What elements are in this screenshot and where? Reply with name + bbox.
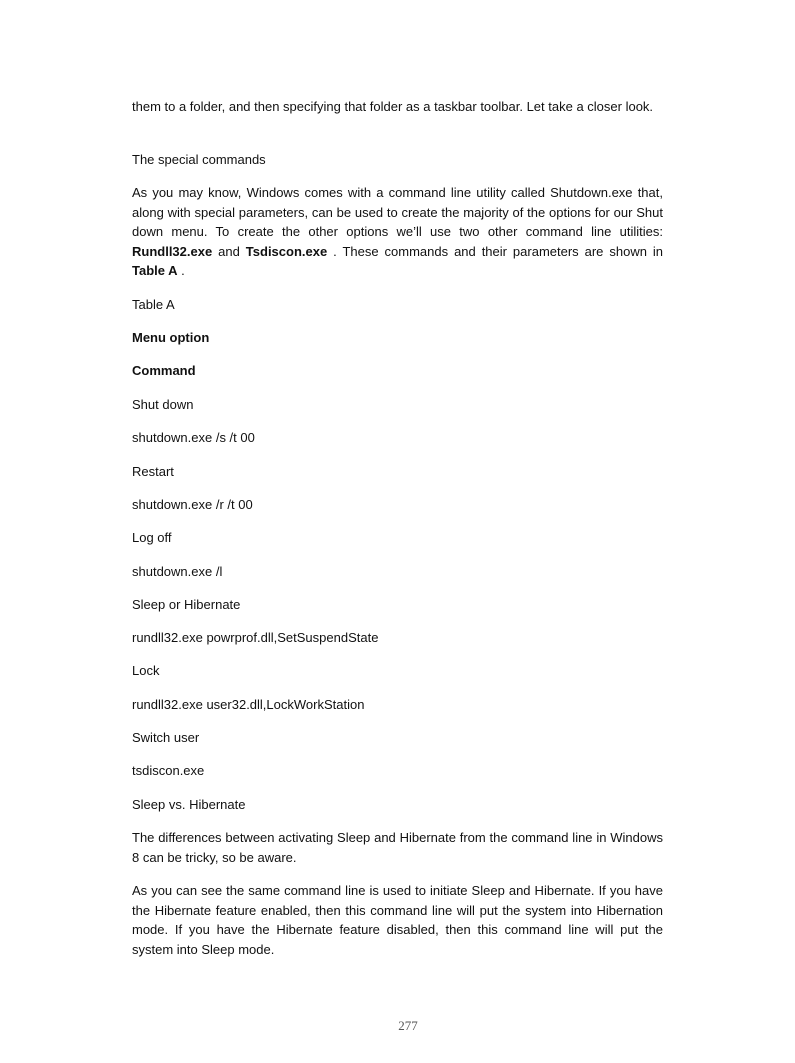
table-cell-command: rundll32.exe powrprof.dll,SetSuspendState: [132, 630, 379, 646]
table-cell-command: shutdown.exe /r /t 00: [132, 496, 253, 512]
table-cell-option: Restart: [132, 463, 174, 479]
body-text: As you may know, Windows comes with a command line utility called Shutdown.exe that, along with special parameters, can be used to create the majority of the options for our Shut down menu. To create the other options we’ll use two other command line utilities:: [132, 185, 663, 240]
table-cell-command: shutdown.exe /l: [132, 563, 223, 579]
tsdiscon-term: Tsdiscon.exe: [245, 243, 328, 259]
table-cell-option: Lock: [132, 663, 160, 679]
body-text: .: [177, 263, 185, 279]
table-cell-command: rundll32.exe user32.dll,LockWorkStation: [132, 696, 365, 712]
rundll-term: Rundll32.exe: [132, 243, 213, 259]
table-cell-option: Log off: [132, 530, 172, 546]
table-cell-command: tsdiscon.exe: [132, 763, 205, 779]
column-header-command: Command: [132, 363, 196, 378]
table-cell-option: Switch user: [132, 730, 200, 745]
page-number: 277: [398, 1018, 418, 1033]
column-header-menu-option: Menu option: [132, 330, 210, 345]
table-title: Table A: [132, 297, 175, 312]
table-cell-option: Sleep or Hibernate: [132, 596, 241, 612]
differences-paragraph: The differences between activating Sleep and Hibernate from the command line in Windows 8 can be tricky, so be aware.: [132, 830, 663, 865]
table-cell-option: Shut down: [132, 397, 194, 412]
section-heading: The special commands: [132, 152, 266, 167]
body-text: and: [212, 243, 246, 259]
table-cell-command: shutdown.exe /s /t 00: [132, 430, 255, 446]
final-paragraph: As you can see the same command line is used to initiate Sleep and Hibernate. If you have the Hibernate feature enabled, then this command line will put the system into Hibernation mode. If you have the Hibernate feature disabled, then this command line will put the system into Sleep mode.: [132, 883, 663, 957]
intro-paragraph: them to a folder, and then specifying that folder as a taskbar toolbar. Let take a closer look.: [132, 99, 654, 114]
sleep-heading: Sleep vs. Hibernate: [132, 797, 246, 812]
body-paragraph: [132, 183, 663, 281]
body-text: . These commands and their parameters are shown in: [327, 243, 664, 259]
table-reference: Table A: [132, 263, 178, 279]
